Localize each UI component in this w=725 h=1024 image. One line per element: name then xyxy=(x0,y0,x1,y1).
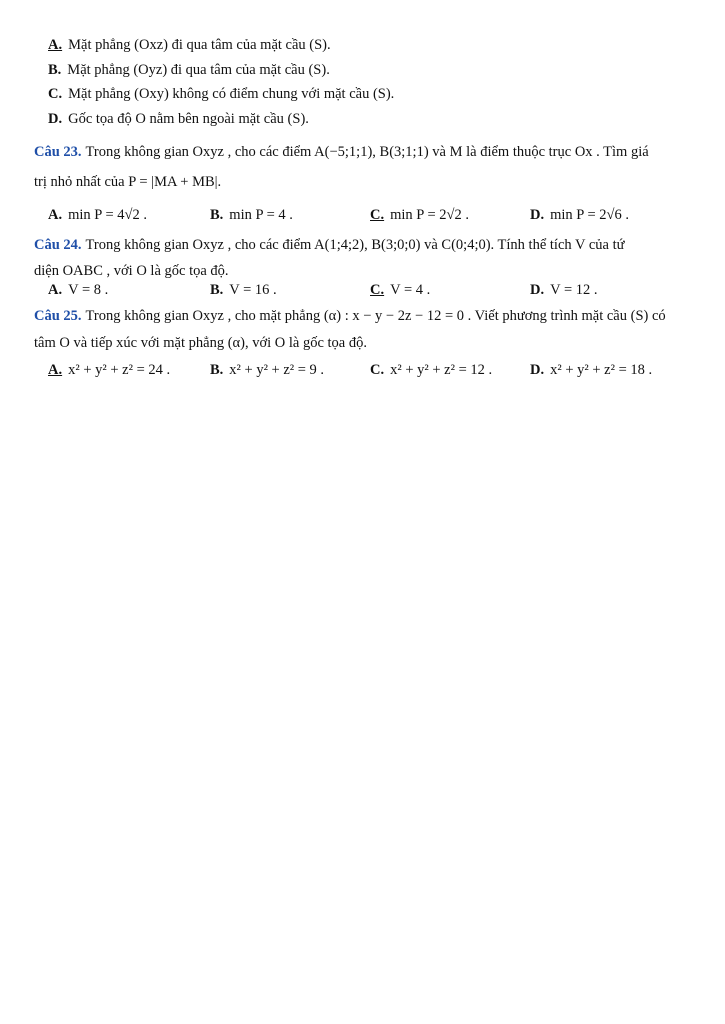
q23-option-d xyxy=(530,205,629,225)
q24-option-c xyxy=(370,280,430,300)
option-text: x² + y² + z² = 18 . xyxy=(550,362,653,378)
q22-option-a xyxy=(48,35,331,55)
q24-option-a xyxy=(48,280,108,300)
question-text: Trong không gian Oxyz , cho các điểm A(1;4;2), B(3;0;0) và C(0;4;0). Tính thể tích V của tứ xyxy=(85,237,625,253)
option-label: C. xyxy=(370,282,385,298)
option-text: x² + y² + z² = 9 . xyxy=(229,362,325,378)
option-text: min P = 2√6 . xyxy=(550,207,629,223)
q23-stem-line1 xyxy=(34,142,649,162)
question-number: Câu 24. xyxy=(34,237,82,253)
option-label: C. xyxy=(48,86,63,102)
q25-option-c xyxy=(370,360,492,380)
option-text: Mặt phẳng (Oyz) đi qua tâm của mặt cầu (S). xyxy=(67,62,330,78)
q25-option-b xyxy=(210,360,324,380)
q24-option-d xyxy=(530,280,598,300)
option-text: V = 16 . xyxy=(229,282,277,298)
option-label: D. xyxy=(48,111,63,127)
q25-option-d xyxy=(530,360,652,380)
option-label: D. xyxy=(530,207,545,223)
question-text: Trong không gian Oxyz , cho các điểm A(−5;1;1), B(3;1;1) và M là điểm thuộc trục Ox . Tìm giá xyxy=(85,144,649,160)
option-label: C. xyxy=(370,362,385,378)
option-label: A. xyxy=(48,207,63,223)
option-label: B. xyxy=(210,207,224,223)
option-label: D. xyxy=(530,362,545,378)
option-label: B. xyxy=(210,282,224,298)
option-label: B. xyxy=(48,62,62,78)
q22-option-b xyxy=(48,60,330,80)
option-label: A. xyxy=(48,37,63,53)
question-text: diện OABC , với O là gốc tọa độ. xyxy=(34,263,229,279)
option-label: A. xyxy=(48,282,63,298)
option-text: V = 12 . xyxy=(550,282,598,298)
question-text: Trong không gian Oxyz , cho mặt phẳng (α) : x − y − 2z − 12 = 0 . Viết phương trình mặt cầu (S) có xyxy=(85,308,666,324)
q24-stem-line1 xyxy=(34,235,624,255)
question-number: Câu 25. xyxy=(34,308,82,324)
question-number: Câu 23. xyxy=(34,144,82,160)
option-text: x² + y² + z² = 24 . xyxy=(68,362,171,378)
option-text: min P = 2√2 . xyxy=(390,207,469,223)
q24-stem-line2 xyxy=(34,261,229,281)
option-label: C. xyxy=(370,207,385,223)
option-text: Mặt phẳng (Oxz) đi qua tâm của mặt cầu (S). xyxy=(68,37,331,53)
option-label: A. xyxy=(48,362,63,378)
question-text: trị nhỏ nhất của P = |MA + MB|. xyxy=(34,174,222,190)
option-text: min P = 4 . xyxy=(229,207,293,223)
option-text: Gốc tọa độ O nằm bên ngoài mặt cầu (S). xyxy=(68,111,309,127)
q23-option-c xyxy=(370,205,469,225)
option-text: min P = 4√2 . xyxy=(68,207,147,223)
q25-stem-line2 xyxy=(34,333,367,353)
q23-option-b xyxy=(210,205,293,225)
option-text: V = 8 . xyxy=(68,282,109,298)
q25-option-a xyxy=(48,360,170,380)
option-text: V = 4 . xyxy=(390,282,431,298)
q22-option-d xyxy=(48,109,309,129)
option-label: D. xyxy=(530,282,545,298)
question-text: tâm O và tiếp xúc với mặt phẳng (α), với O là gốc tọa độ. xyxy=(34,335,367,351)
q22-option-c xyxy=(48,84,394,104)
option-label: B. xyxy=(210,362,224,378)
q24-option-b xyxy=(210,280,277,300)
q25-stem-line1 xyxy=(34,306,666,326)
option-text: Mặt phẳng (Oxy) không có điểm chung với mặt cầu (S). xyxy=(68,86,395,102)
q23-stem-line2 xyxy=(34,172,221,192)
q23-option-a xyxy=(48,205,147,225)
option-text: x² + y² + z² = 12 . xyxy=(390,362,493,378)
